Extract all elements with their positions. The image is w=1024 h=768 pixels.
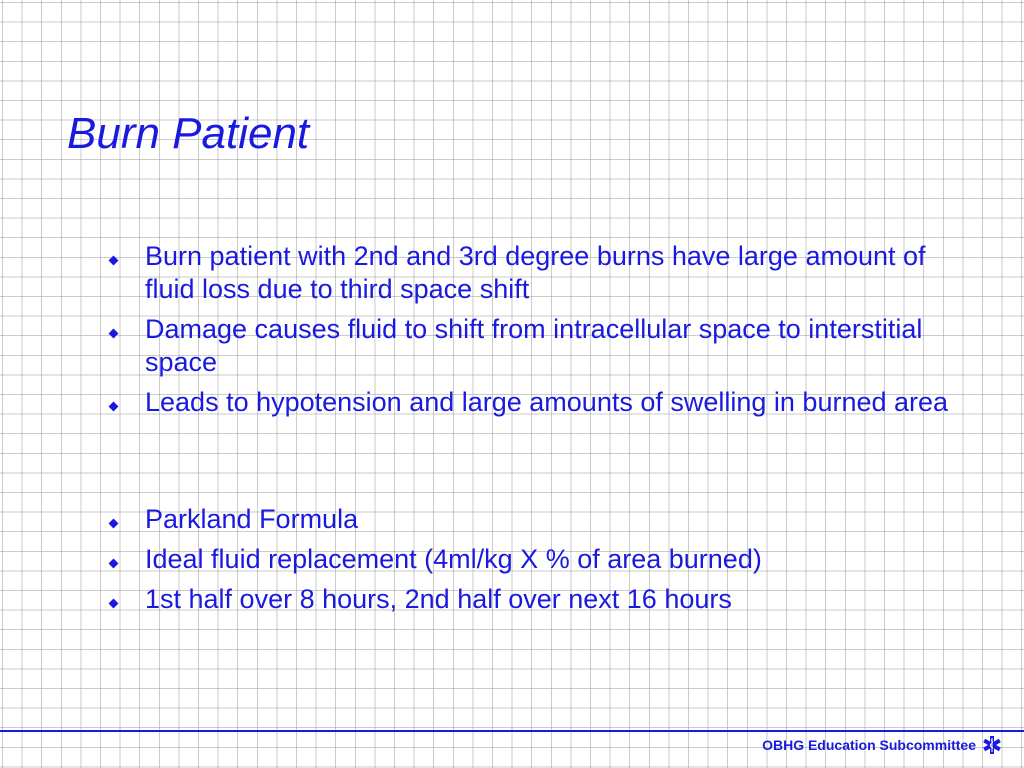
slide-title: Burn Patient: [67, 109, 310, 158]
bullet-text: Parkland Formula: [145, 504, 359, 534]
bullet-text: Damage causes fluid to shift from intracellular space to interstitial space: [145, 314, 923, 377]
bullet-text: 1st half over 8 hours, 2nd half over next 16 hours: [145, 584, 732, 614]
bullet-text: Burn patient with 2nd and 3rd degree burns have large amount of fluid loss due to third space shift: [145, 241, 926, 304]
diamond-bullet-icon: [109, 559, 119, 569]
bullet-item: [104, 313, 964, 379]
bullet-text: Leads to hypotension and large amounts of swelling in burned area: [145, 387, 949, 417]
bullet-item: [104, 503, 964, 536]
diamond-bullet-icon: [109, 599, 119, 609]
footer-divider: [0, 730, 1024, 732]
bullet-item: [104, 543, 964, 576]
footer: [762, 735, 1002, 755]
diamond-bullet-icon: [109, 402, 119, 412]
bullet-item: [104, 240, 964, 306]
diamond-bullet-icon: [109, 329, 119, 339]
diamond-bullet-icon: [109, 256, 119, 266]
bullet-list-2: [104, 503, 964, 623]
diamond-bullet-icon: [109, 519, 119, 529]
bullet-list-1: [104, 240, 964, 426]
footer-text: OBHG Education Subcommittee: [762, 737, 976, 753]
bullet-item: [104, 386, 964, 419]
bullet-item: [104, 583, 964, 616]
star-of-life-icon: [982, 735, 1002, 755]
bullet-text: Ideal fluid replacement (4ml/kg X % of area burned): [145, 544, 762, 574]
